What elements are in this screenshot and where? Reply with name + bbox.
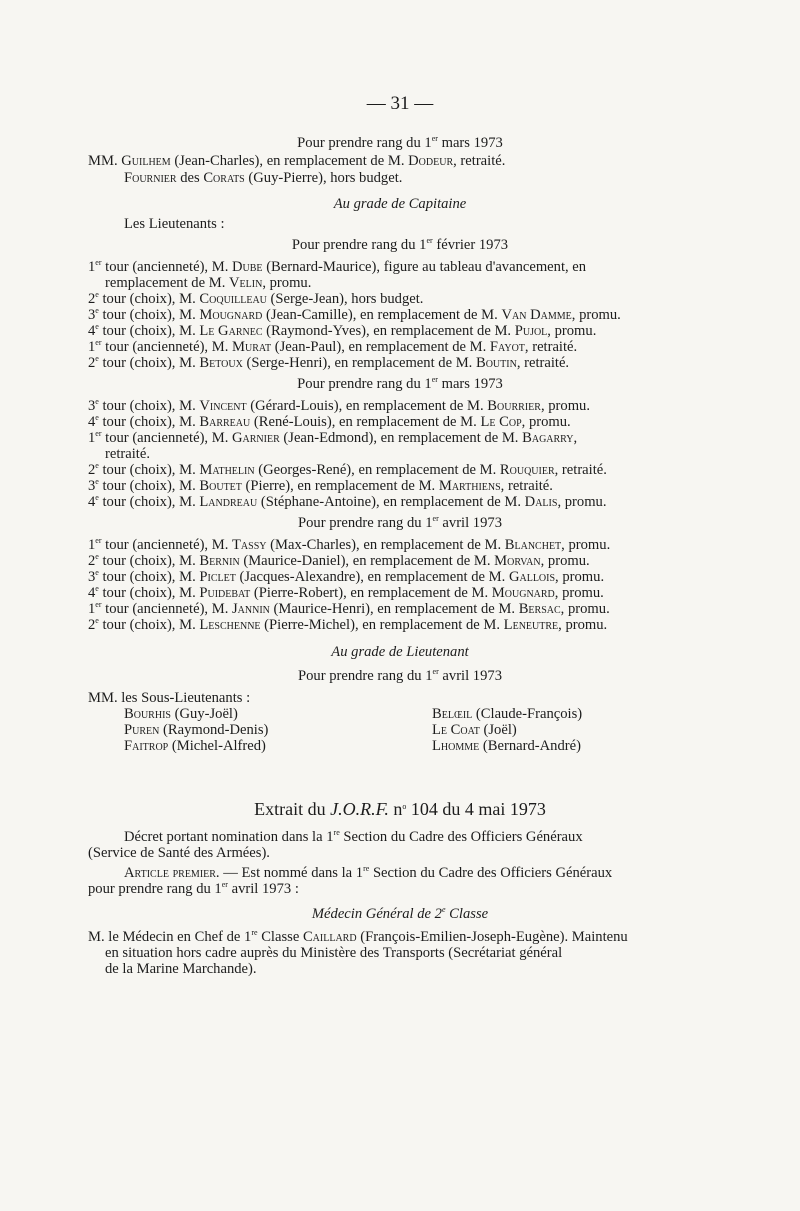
medecin-line: M. le Médecin en Chef de 1re Classe Caillard (François-Emilien-Joseph-Eugène). Maintenu — [88, 928, 628, 945]
intro-sous-lieutenants: MM. les Sous-Lieutenants : — [88, 690, 251, 706]
entry-line: 4e tour (choix), M. Landreau (Stéphane-Antoine), en remplacement de M. Dalis, promu. — [88, 493, 607, 510]
entry-line: 2e tour (choix), M. Bernin (Maurice-Daniel), en remplacement de M. Morvan, promu. — [88, 552, 590, 569]
entry-line: 2e tour (choix), M. Betoux (Serge-Henri), en remplacement de M. Boutin, retraité. — [88, 354, 570, 371]
decret-line: (Service de Santé des Armées). — [88, 845, 270, 861]
entry-line: 4e tour (choix), M. Barreau (René-Louis), en remplacement de M. Le Cop, promu. — [88, 413, 571, 430]
decret-line: Décret portant nomination dans la 1re Section du Cadre des Officiers Généraux — [124, 828, 583, 845]
entry-line: 2e tour (choix), M. Mathelin (Georges-René), en remplacement de M. Rouquier, retraité. — [88, 461, 607, 478]
grade-heading-capitaine: Au grade de Capitaine — [333, 196, 467, 212]
extrait-title: Extrait du J.O.R.F. $n^o$ 104 du 4 mai 1973 — [254, 799, 546, 819]
entry-line: 1er tour (ancienneté), M. Murat (Jean-Paul), en remplacement de M. Fayot, retraité. — [88, 338, 578, 355]
article-line: Article premier. — Est nommé dans la 1re Section du Cadre des Officiers Généraux — [124, 864, 613, 881]
entry-line: retraité. — [105, 446, 150, 462]
article-line: pour prendre rang du 1er avril 1973 : — [88, 880, 299, 897]
entry-line: 3e tour (choix), M. Vincent (Gérard-Louis), en remplacement de M. Bourrier, promu. — [88, 397, 590, 414]
name-right: Belœil (Claude-François) — [432, 706, 583, 722]
entry-line: 2e tour (choix), M. Leschenne (Pierre-Michel), en remplacement de M. Leneutre, promu. — [88, 616, 608, 633]
heading-avril-1973: Pour prendre rang du 1er avril 1973 — [297, 514, 502, 531]
entry-line: 1er tour (ancienneté), M. Dube (Bernard-Maurice), figure au tableau d'avancement, en — [88, 258, 587, 275]
entry-line: 3e tour (choix), M. Mougnard (Jean-Camille), en remplacement de M. Van Damme, promu. — [88, 306, 621, 323]
grade-heading-lieutenant: Au grade de Lieutenant — [331, 644, 469, 660]
entry-line: remplacement de M. Velin, promu. — [105, 275, 312, 291]
name-right: Lhomme (Bernard-André) — [432, 738, 581, 754]
entry-line: 4e tour (choix), M. Puidebat (Pierre-Robert), en remplacement de M. Mougnard, promu. — [88, 584, 604, 601]
medecin-line: en situation hors cadre auprès du Ministère des Transports (Secrétariat général — [105, 945, 563, 961]
intro-lieutenants: Les Lieutenants : — [124, 216, 225, 232]
entry-line: MM. Guilhem (Jean-Charles), en remplacement de M. Dodeur, retraité. — [88, 153, 506, 169]
entry-line: 2e tour (choix), M. Coquilleau (Serge-Jean), hors budget. — [88, 290, 424, 307]
grade-heading-medecin: Médecin Général de 2e Classe — [311, 905, 489, 922]
name-left: Faitrop (Michel-Alfred) — [124, 738, 266, 754]
entry-line: Fournier des Corats (Guy-Pierre), hors budget. — [124, 170, 403, 186]
heading-fevrier-1973: Pour prendre rang du 1er février 1973 — [291, 236, 509, 253]
medecin-line: de la Marine Marchande). — [105, 961, 257, 977]
name-left: Puren (Raymond-Denis) — [124, 722, 269, 738]
name-left: Bourhis (Guy-Joël) — [124, 706, 238, 722]
heading-mars-1973: Pour prendre rang du 1er mars 1973 — [297, 375, 503, 392]
heading-mars-1973-first: Pour prendre rang du 1er mars 1973 — [297, 134, 503, 151]
entry-line: 1er tour (ancienneté), M. Jannin (Maurice-Henri), en remplacement de M. Bersac, promu. — [88, 600, 610, 617]
entry-line: 4e tour (choix), M. Le Garnec (Raymond-Yves), en remplacement de M. Pujol, promu. — [88, 322, 597, 339]
heading-avril-1973-lieutenant: Pour prendre rang du 1er avril 1973 — [297, 667, 502, 684]
name-right: Le Coat (Joël) — [432, 722, 517, 738]
entry-line: 3e tour (choix), M. Piclet (Jacques-Alexandre), en remplacement de M. Gallois, promu. — [88, 568, 605, 585]
page-number: — 31 — — [366, 93, 434, 114]
entry-line: 3e tour (choix), M. Boutet (Pierre), en remplacement de M. Marthiens, retraité. — [88, 477, 553, 494]
entry-line: 1er tour (ancienneté), M. Tassy (Max-Charles), en remplacement de M. Blanchet, promu. — [88, 536, 611, 553]
entry-line: 1er tour (ancienneté), M. Garnier (Jean-Edmond), en remplacement de M. Bagarry, — [88, 429, 578, 446]
